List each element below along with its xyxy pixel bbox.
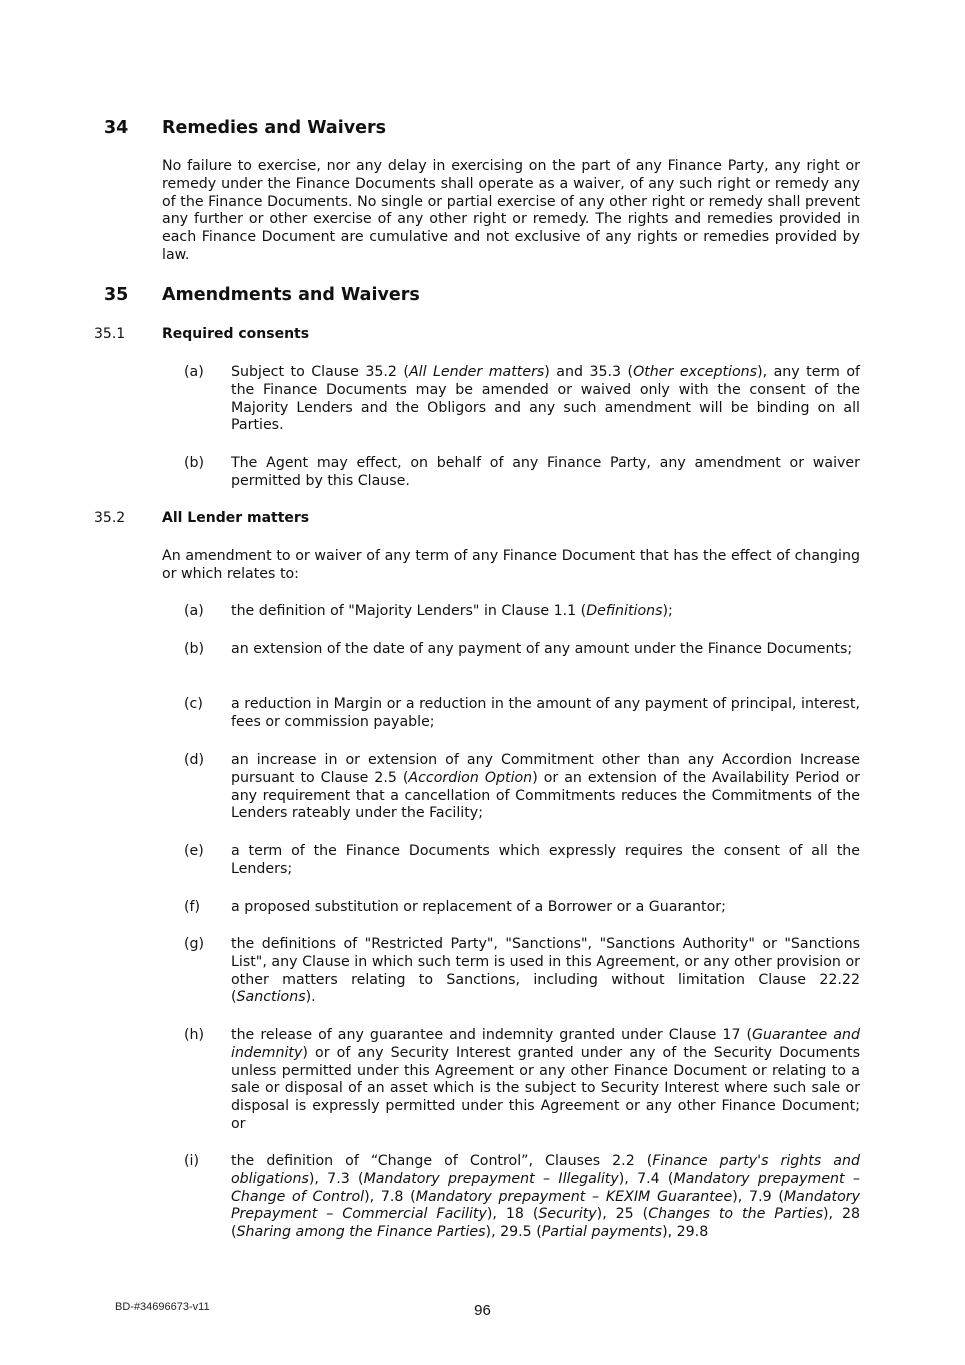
item-label: (c): [184, 696, 203, 712]
clause-number: 35.2: [94, 510, 126, 526]
page-number: 96: [474, 1302, 491, 1319]
item-text: a term of the Finance Documents which expressly requires the consent of all the Lenders;: [231, 843, 860, 877]
clause-35-2-intro: An amendment to or waiver of any term of any Finance Document that has the effect of changing or which relates to:: [162, 548, 860, 582]
list-item: [184, 936, 860, 1007]
list-item: [184, 641, 860, 659]
item-text: the definition of “Change of Control”, Clauses 2.2 (Finance party's rights and obligations), 7.3 (Mandatory prepayment – Illegality), 7.4 (Mandatory prepayment – Change of Control), 7.8 (Mandatory prepayment – KEXIM Guarantee), 7.9 (Mandatory Prepayment – Commercial Facility), 18 (Security), 25 (Changes to the Parties), 28 (Sharing among the Finance Parties), 29.5 (Partial payments), 29.8: [231, 1153, 861, 1241]
item-text: the release of any guarantee and indemnity granted under Clause 17 (Guarantee and indemnity) or of any Security Interest granted under any of the Security Documents unless permitted under this Agreement or any other Finance Document or relating to a sale or disposal of an asset which is the subject to Security Interest where such sale or disposal is expressly permitted under this Agreement or any other Finance Document; or: [231, 1027, 860, 1132]
item-label: (a): [184, 603, 204, 619]
list-item: [184, 752, 860, 823]
list-item: [184, 843, 860, 879]
item-text: the definitions of "Restricted Party", "Sanctions", "Sanctions Authority" or "Sanctions List", any Clause in which such term is used in this Agreement, or any other provision or other matters relating to Sanctions, including without limitation Clause 22.22 (Sanctions).: [231, 936, 860, 1006]
list-item: [184, 1027, 860, 1134]
item-text: an extension of the date of any payment of any amount under the Finance Documents;: [231, 641, 853, 657]
item-text: the definition of "Majority Lenders" in Clause 1.1 (Definitions);: [231, 603, 673, 619]
section-title: Amendments and Waivers: [162, 285, 420, 305]
item-text: The Agent may effect, on behalf of any Finance Party, any amendment or waiver permitted by this Clause.: [231, 455, 860, 489]
clause-number: 35.1: [94, 326, 126, 342]
list-item: [184, 603, 860, 621]
item-text: a reduction in Margin or a reduction in the amount of any payment of principal, interest, fees or commission payable;: [231, 696, 860, 730]
list-item: [184, 455, 860, 491]
item-label: (f): [184, 899, 201, 915]
item-label: (b): [184, 641, 205, 657]
document-reference: BD-#34696673-v11: [115, 1301, 210, 1313]
item-label: (e): [184, 843, 204, 859]
item-text: a proposed substitution or replacement of a Borrower or a Guarantor;: [231, 899, 726, 915]
item-label: (a): [184, 364, 204, 380]
section-title: Remedies and Waivers: [162, 118, 387, 138]
list-item: [184, 696, 860, 732]
list-item: [184, 1153, 860, 1242]
section-34-body: No failure to exercise, nor any delay in exercising on the part of any Finance Party, any right or remedy under the Finance Documents shall operate as a waiver, of any such right or remedy any of the Finance Documents. No single or partial exercise of any other right or remedy shall prevent any further or other exercise of any other right or remedy. The rights and remedies provided in each Finance Document are cumulative and not exclusive of any rights or remedies provided by law.: [162, 158, 860, 263]
item-label: (g): [184, 936, 205, 952]
item-label: (i): [184, 1153, 200, 1169]
item-label: (d): [184, 752, 205, 768]
list-item: [184, 899, 860, 917]
section-number: 34: [104, 118, 129, 138]
clause-title: All Lender matters: [162, 510, 310, 526]
item-label: (h): [184, 1027, 205, 1043]
item-label: (b): [184, 455, 205, 471]
item-text: Subject to Clause 35.2 (All Lender matters) and 35.3 (Other exceptions), any term of the Finance Documents may be amended or waived only with the consent of the Majority Lenders and the Obligors and any such amendment will be binding on all Parties.: [231, 364, 860, 434]
clause-title: Required consents: [162, 326, 310, 342]
item-text: an increase in or extension of any Commitment other than any Accordion Increase pursuant to Clause 2.5 (Accordion Option) or an extension of the Availability Period or any requirement that a cancellation of Commitments reduces the Commitments of the Lenders rateably under the Facility;: [231, 752, 860, 822]
list-item: [184, 364, 860, 435]
section-number: 35: [104, 285, 129, 305]
